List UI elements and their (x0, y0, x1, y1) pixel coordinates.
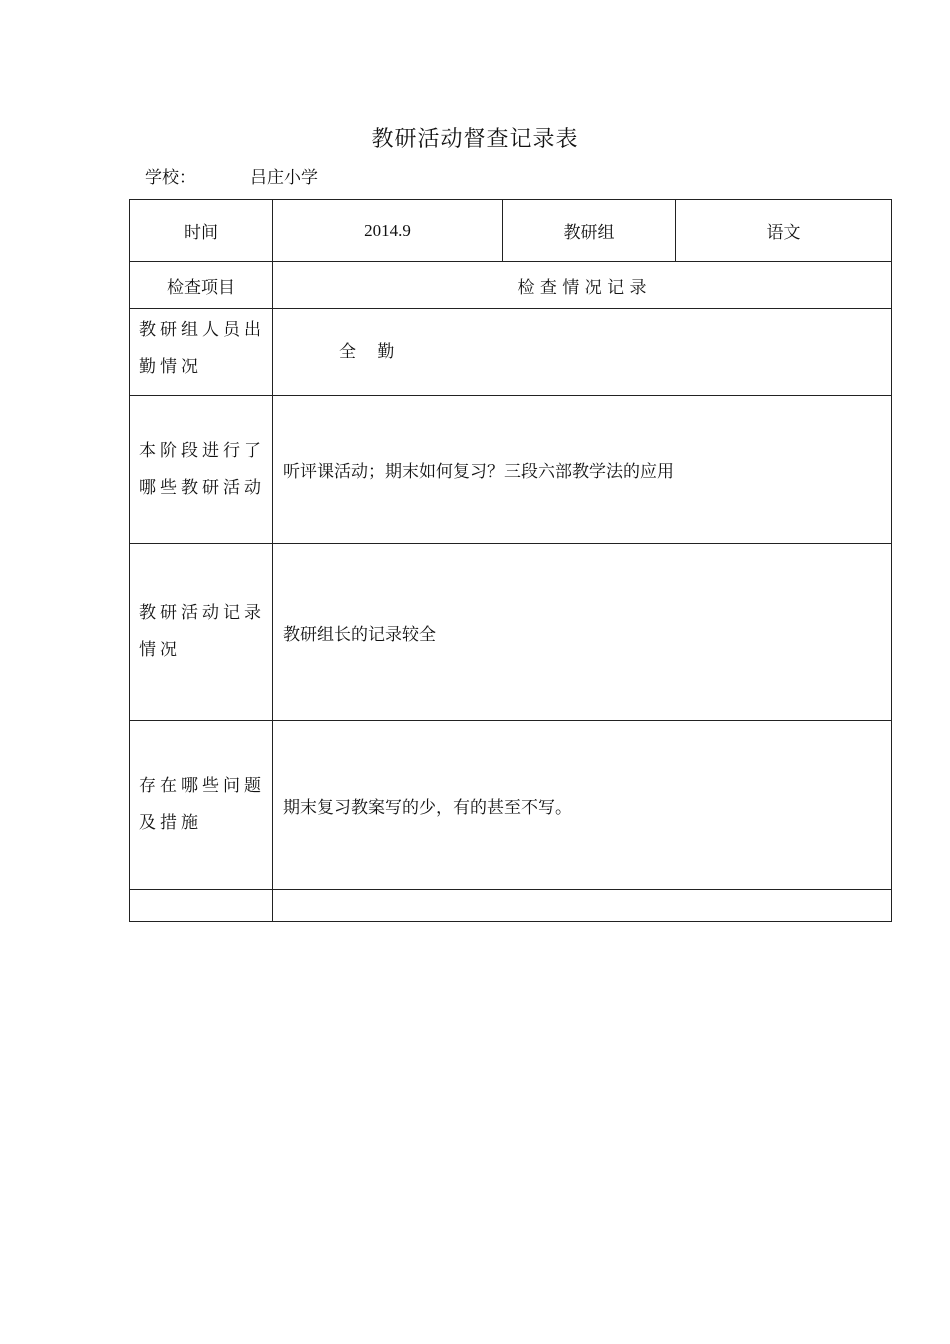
time-label-cell: 时间 (130, 200, 273, 262)
table-row (130, 721, 892, 890)
school-label: 学校： (145, 168, 196, 188)
row-label-empty (130, 890, 273, 922)
group-label-cell: 教研组 (503, 200, 676, 262)
row-value-records: 教研组长的记录较全 (273, 544, 892, 721)
check-record-label-cell: 检 查 情 况 记 录 (273, 262, 892, 309)
row-label-attendance: 教研组人员出勤情况 (130, 309, 273, 396)
row-value-activities: 听评课活动；期末如何复习？三段六部教学法的应用 (273, 396, 892, 544)
row-label-records: 教研活动记录情况 (130, 544, 273, 721)
group-value-cell: 语文 (676, 200, 892, 262)
header-row (130, 200, 892, 262)
row-value-attendance: 全 勤 (273, 309, 892, 396)
row-label-problems: 存在哪些问题及措施 (130, 721, 273, 890)
table-row (130, 309, 892, 396)
school-line (145, 163, 318, 188)
row-value-empty (273, 890, 892, 922)
time-value-cell: 2014.9 (273, 200, 503, 262)
row-label-activities: 本阶段进行了哪些教研活动 (130, 396, 273, 544)
document-title: 教研活动督查记录表 (371, 127, 579, 152)
table-row (130, 396, 892, 544)
inspection-record-table (129, 199, 892, 922)
section-header-row (130, 262, 892, 309)
table-row (130, 890, 892, 922)
table-row (130, 544, 892, 721)
check-item-label-cell: 检查项目 (130, 262, 273, 309)
row-value-problems: 期末复习教案写的少，有的甚至不写。 (273, 721, 892, 890)
school-name: 吕庄小学 (250, 168, 318, 188)
